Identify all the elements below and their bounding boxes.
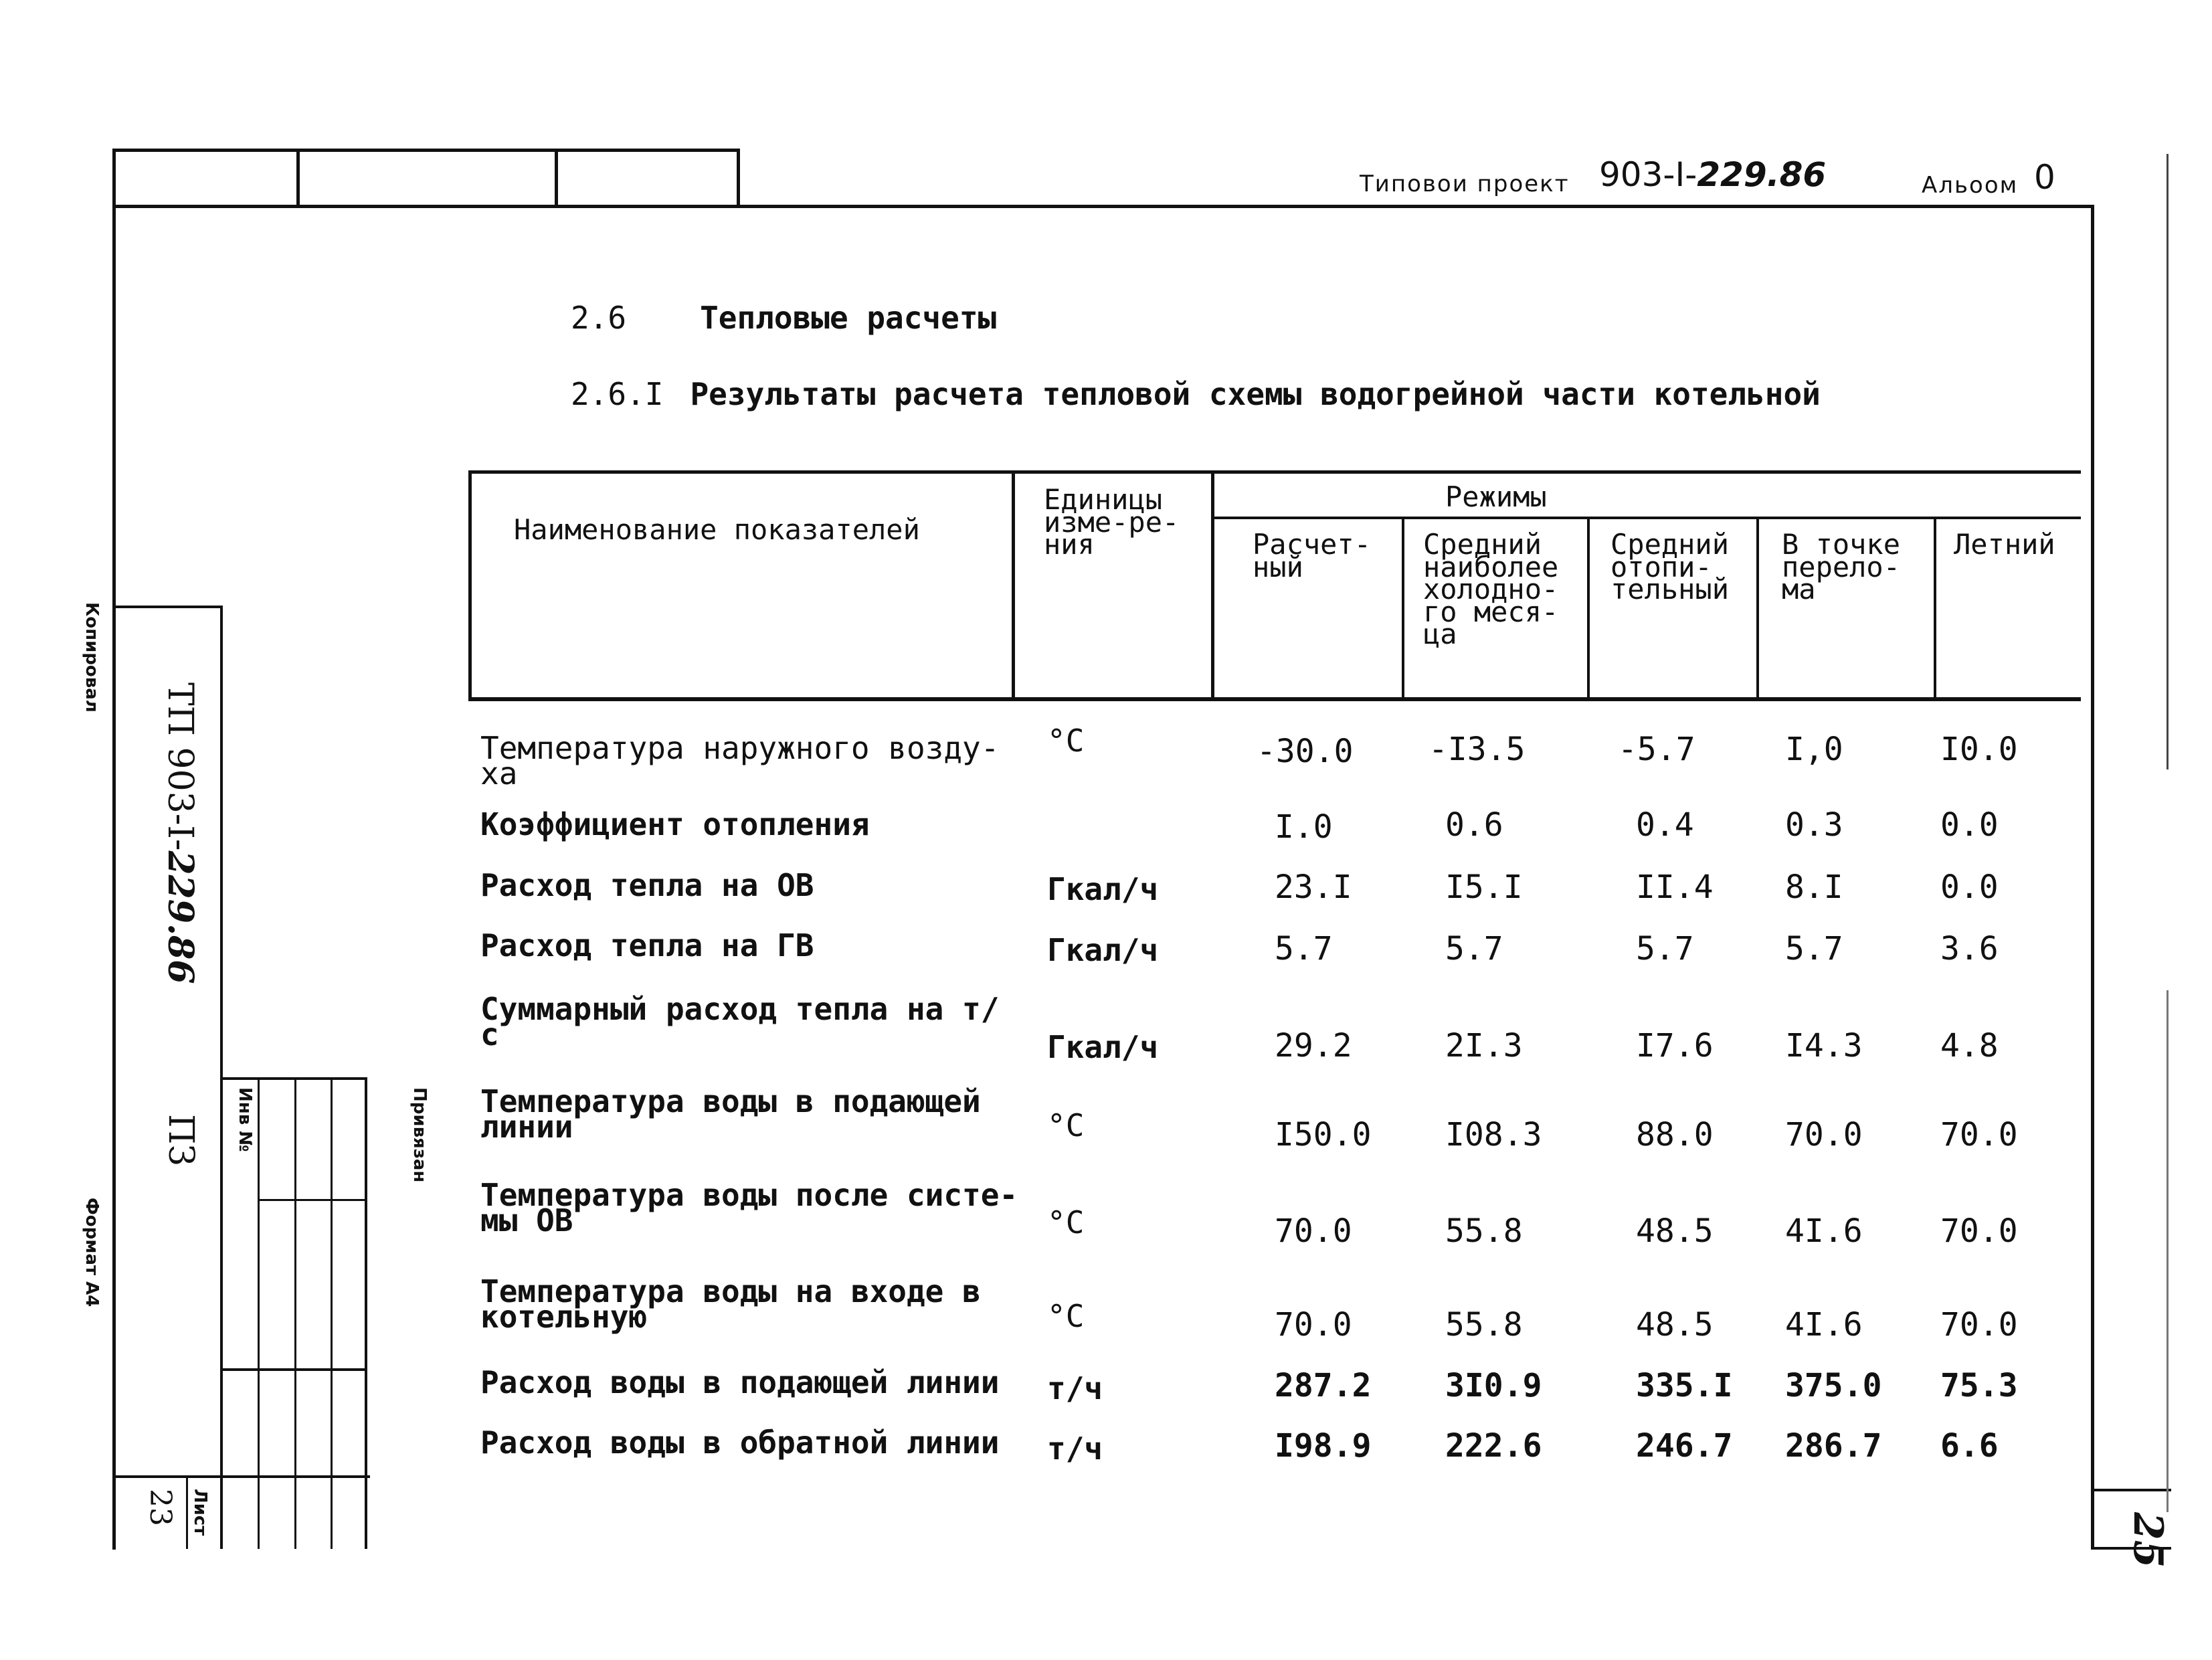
- row-unit: Гкал/ч: [1047, 932, 1159, 968]
- row-name: Расход воды в обратной линии: [480, 1424, 1000, 1461]
- row-value: I50.0: [1275, 1116, 1372, 1154]
- row-unit: °С: [1047, 1107, 1085, 1143]
- row-value: 55.8: [1445, 1212, 1523, 1250]
- row-value: 375.0: [1785, 1367, 1882, 1404]
- row-value: 0.6: [1445, 806, 1503, 844]
- row-value: 70.0: [1940, 1116, 2018, 1154]
- row-unit: °С: [1047, 723, 1085, 759]
- row-value: 5.7: [1275, 930, 1333, 967]
- row-value: 5.7: [1785, 930, 1843, 967]
- row-name: Расход тепла на ГВ: [480, 927, 814, 963]
- album-label: Альоом: [1922, 172, 2019, 199]
- row-unit: Гкал/ч: [1047, 871, 1159, 907]
- row-value: 4I.6: [1785, 1306, 1863, 1344]
- row-value: -30.0: [1257, 733, 1354, 770]
- row-value: 3.6: [1940, 930, 1999, 967]
- doc-code-prefix: ТП 903-I-: [160, 682, 200, 851]
- row-value: I4.3: [1785, 1027, 1863, 1065]
- row-value: 70.0: [1275, 1306, 1352, 1344]
- row-value: 75.3: [1940, 1367, 2018, 1404]
- doc-code: [160, 682, 201, 984]
- stamp-code: [1599, 155, 1826, 194]
- row-value: -I3.5: [1428, 731, 1526, 768]
- row-value: I08.3: [1445, 1116, 1542, 1154]
- header-name: Наименование показателей: [514, 513, 920, 546]
- header-units: Единицы изме-ре-ния: [1044, 483, 1180, 561]
- row-value: 48.5: [1636, 1212, 1714, 1250]
- row-value: I7.6: [1636, 1027, 1714, 1065]
- row-value: 0.0: [1940, 806, 1999, 844]
- stamp-code-prefix: 903-I-: [1599, 155, 1697, 194]
- row-value: 70.0: [1940, 1212, 2018, 1250]
- header-col-5: Летний: [1954, 528, 2055, 561]
- row-value: 5.7: [1636, 930, 1694, 967]
- row-value: 246.7: [1636, 1427, 1733, 1465]
- row-name: Температура воды в подающей линии: [480, 1083, 981, 1145]
- row-value: 4I.6: [1785, 1212, 1863, 1250]
- stamp-label: Типовои проект: [1360, 171, 1570, 197]
- scan-mark: [2167, 990, 2169, 1512]
- row-name: Температура воды после систе-мы ОВ: [480, 1177, 1018, 1238]
- sheet-number: 23: [143, 1489, 177, 1526]
- section-number: 2.6: [571, 300, 627, 336]
- header-col-3: Средний отопи-тельный: [1610, 528, 1730, 606]
- copied-label: Копировал: [82, 602, 102, 713]
- row-value: 286.7: [1785, 1427, 1882, 1465]
- row-value: I,0: [1785, 731, 1843, 768]
- row-value: 5.7: [1445, 930, 1503, 967]
- subsection-title: Результаты расчета тепловой схемы водогрейной части котельной: [690, 376, 1821, 412]
- scan-mark: [2167, 154, 2169, 769]
- row-value: -5.7: [1618, 731, 1695, 768]
- row-value: I5.I: [1445, 868, 1523, 906]
- row-name: Коэффициент отопления: [480, 806, 870, 842]
- binding-label: Привязан: [409, 1087, 430, 1183]
- doc-code-suffix: 229.86: [160, 850, 201, 984]
- row-unit: т/ч: [1047, 1431, 1103, 1467]
- row-name: Температура воды на входе в котельную: [480, 1273, 981, 1335]
- row-value: I0.0: [1940, 731, 2018, 768]
- row-name: Суммарный расход тепла на т/с: [480, 991, 1000, 1052]
- row-value: 23.I: [1275, 868, 1352, 906]
- row-unit: °С: [1047, 1298, 1085, 1334]
- row-unit: т/ч: [1047, 1370, 1103, 1406]
- inv-label: Инв №: [235, 1087, 255, 1152]
- row-value: 55.8: [1445, 1306, 1523, 1344]
- header-modes: Режимы: [1445, 480, 1547, 513]
- row-value: I.0: [1275, 808, 1333, 846]
- page-mark: 25: [2124, 1512, 2171, 1568]
- row-value: 3I0.9: [1445, 1367, 1542, 1404]
- row-value: 48.5: [1636, 1306, 1714, 1344]
- header-col-2: Средний наиболее холодно-го меся-ца: [1423, 528, 1559, 651]
- header-col-4: В точке перело-ма: [1782, 528, 1901, 606]
- sheet-label: Лист: [190, 1489, 210, 1536]
- row-name: Температура наружного возду-ха: [480, 730, 1000, 792]
- stamp-code-suffix: 229.86: [1697, 155, 1827, 194]
- row-value: 70.0: [1940, 1306, 2018, 1344]
- row-value: 8.I: [1785, 868, 1843, 906]
- subsection-number: 2.6.I: [571, 376, 664, 412]
- row-unit: Гкал/ч: [1047, 1029, 1159, 1065]
- row-value: 335.I: [1636, 1367, 1733, 1404]
- row-value: 0.3: [1785, 806, 1843, 844]
- row-unit: °С: [1047, 1204, 1085, 1240]
- row-name: Расход тепла на ОВ: [480, 867, 814, 903]
- section-title: Тепловые расчеты: [700, 300, 997, 336]
- row-value: 0.4: [1636, 806, 1694, 844]
- row-value: 287.2: [1275, 1367, 1372, 1404]
- format-label: Формат А4: [82, 1198, 102, 1307]
- row-value: 2I.3: [1445, 1027, 1523, 1065]
- row-value: 0.0: [1940, 868, 1999, 906]
- row-name: Расход воды в подающей линии: [480, 1364, 1000, 1400]
- row-value: 70.0: [1275, 1212, 1352, 1250]
- row-value: 222.6: [1445, 1427, 1542, 1465]
- row-value: II.4: [1636, 868, 1714, 906]
- row-value: 29.2: [1275, 1027, 1352, 1065]
- row-value: 70.0: [1785, 1116, 1863, 1154]
- section-code: ПЗ: [161, 1114, 201, 1166]
- section-heading: [571, 300, 996, 336]
- header-col-1: Расчет-ный: [1253, 528, 1372, 583]
- row-value: 4.8: [1940, 1027, 1999, 1065]
- album-value: 0: [2034, 158, 2055, 197]
- row-value: I98.9: [1275, 1427, 1372, 1465]
- row-value: 6.6: [1940, 1427, 1999, 1465]
- subsection-heading: [571, 376, 1821, 412]
- row-value: 88.0: [1636, 1116, 1714, 1154]
